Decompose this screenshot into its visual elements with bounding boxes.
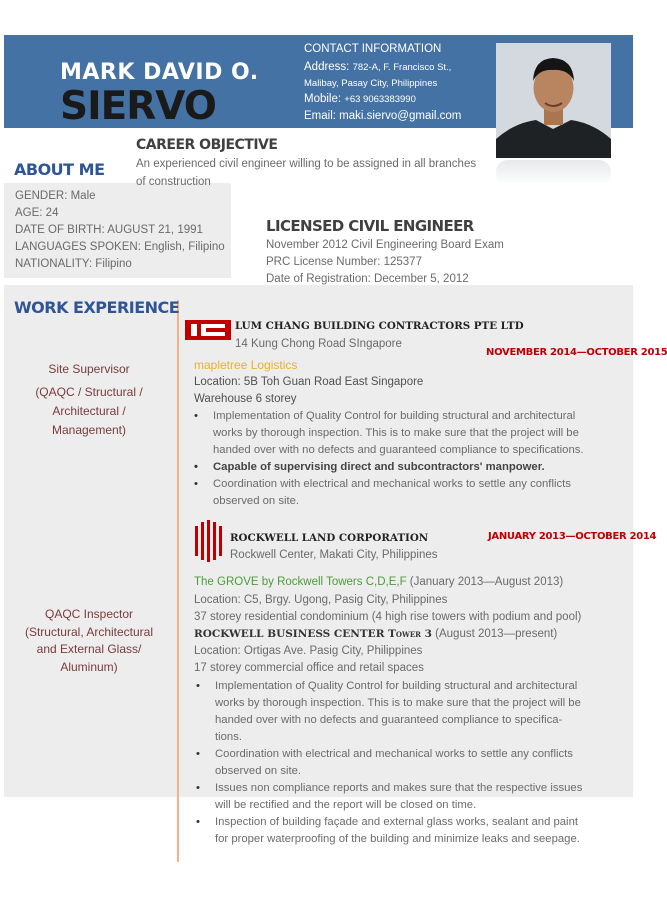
- email-value[interactable]: maki.siervo@gmail.com: [339, 110, 462, 122]
- about-me-heading: ABOUT ME: [14, 160, 105, 179]
- job2-project1-name: The GROVE by Rockwell Towers C,D,E,F: [194, 576, 407, 588]
- job2-bullet-2-line-1: • Coordination with electrical and mechanical works to settle any conflicts: [215, 748, 573, 760]
- contact-email: [304, 110, 461, 122]
- job1-bullet-3-line-2: observed on site.: [213, 495, 300, 507]
- job2-bullet-4-line-1: • Inspection of building façade and external glass works, sealant and paint: [215, 816, 578, 828]
- job1-role: [14, 360, 164, 440]
- contact-heading: CONTACT INFORMATION: [304, 43, 442, 55]
- job2-company-address: Rockwell Center, Makati City, Philippines: [230, 549, 438, 561]
- job1-bullet-3: [213, 476, 613, 510]
- job2-bullet-1-line-1: • Implementation of Quality Control for building structural and architectural: [215, 680, 578, 692]
- job2-project1-desc: 37 storey residential condominium (4 high rise towers with podium and pool): [194, 611, 582, 623]
- job1-role-line-1: Site Supervisor: [48, 362, 130, 376]
- job1-role-line-3: Architectural /: [52, 404, 126, 418]
- job2-role-line-1: QAQC Inspector: [44, 607, 134, 621]
- mobile-label: Mobile:: [304, 93, 342, 105]
- license-number: PRC License Number: 125377: [266, 256, 422, 268]
- profile-photo: [496, 43, 611, 158]
- lum-chang-logo-icon: [185, 318, 231, 345]
- last-name: SIERVO: [60, 84, 216, 129]
- photo-reflection: [496, 160, 611, 186]
- job2-role: [14, 606, 164, 676]
- job2-company: ROCKWELL LAND CORPORATION: [230, 532, 429, 544]
- job2-project1-location: Location: C5, Brgy. Ugong, Pasig City, Philippines: [194, 594, 448, 606]
- objective-line-2: of construction: [136, 176, 211, 188]
- about-dob: DATE OF BIRTH: AUGUST 21, 1991: [15, 224, 203, 236]
- objective-line-1: An experienced civil engineer willing to be assigned in all branches: [136, 158, 477, 170]
- about-gender: GENDER: Male: [15, 190, 96, 202]
- job1-bullet-3-line-1: • Coordination with electrical and mechanical works to settle any conflicts: [213, 478, 571, 490]
- job2-bullet-2: [215, 746, 615, 780]
- job2-bullet-1-line-4: tions.: [215, 731, 243, 743]
- job1-role-line-2: (QAQC / Structural /: [35, 385, 143, 399]
- career-objective-heading: CAREER OBJECTIVE: [136, 137, 278, 153]
- job2-bullet-1-line-2: works by thorough inspection. This is to make sure that the project will be: [215, 697, 581, 709]
- job1-company-address: 14 Kung Chong Road SIngapore: [235, 338, 402, 350]
- job1-bullet-1-line-3: handed over with no defects and guaranteed compliance to specifications.: [213, 444, 584, 456]
- timeline-divider: [177, 300, 179, 862]
- job2-bullet-4-line-2: for proper waterproofing of the building and minimize leaks and seepage.: [215, 833, 580, 845]
- job2-role-line-4: Aluminum): [60, 659, 118, 674]
- job1-bullet-1-line-2: works by thorough inspection. This is to make sure that the project will be: [213, 427, 579, 439]
- job1-company: LUM CHANG BUILDING CONTRACTORS PTE LTD: [235, 320, 524, 332]
- job1-bullet-1-line-1: • Implementation of Quality Control for building structural and architectural: [213, 410, 576, 422]
- job2-bullet-4: [215, 814, 615, 848]
- address-line-2: Malibay, Pasay City, Philippines: [304, 78, 438, 89]
- address-label: Address:: [304, 61, 350, 73]
- job2-bullet-3-line-1: • Issues non compliance reports and makes sure that the respective issues: [215, 782, 583, 794]
- license-exam: November 2012 Civil Engineering Board Exam: [266, 239, 504, 251]
- job2-role-line-2: (Structural, Architectural: [24, 624, 154, 639]
- contact-mobile: [304, 93, 416, 105]
- job1-dates: NOVEMBER 2014—OCTOBER 2015: [486, 347, 667, 358]
- job2-project1-dates: (January 2013—August 2013): [406, 576, 564, 588]
- job2-bullet-1: [215, 678, 615, 746]
- work-experience-heading: WORK EXPERIENCE: [14, 298, 180, 317]
- about-languages: LANGUAGES SPOKEN: English, Filipino: [15, 241, 225, 253]
- job2-bullet-2-line-2: observed on site.: [215, 765, 302, 777]
- job1-project: mapletree Logistics: [194, 358, 298, 372]
- first-name: MARK DAVID O.: [60, 60, 259, 85]
- job2-project2-name: ROCKWELL BUSINESS CENTER Tower 3: [194, 628, 432, 640]
- job2-project2-location: Location: Ortigas Ave. Pasig City, Philippines: [194, 645, 423, 657]
- license-registration: Date of Registration: December 5, 2012: [266, 273, 469, 285]
- email-label: Email:: [304, 110, 336, 122]
- about-nationality: NATIONALITY: Filipino: [15, 258, 132, 270]
- license-heading: LICENSED CIVIL ENGINEER: [266, 217, 474, 235]
- job1-location: Location: 5B Toh Guan Road East Singapore: [194, 376, 424, 388]
- job2-project1: [194, 576, 563, 588]
- job2-project2-desc: 17 storey commercial office and retail spaces: [194, 662, 424, 674]
- about-age: AGE: 24: [15, 207, 59, 219]
- address-line-1: 782-A, F. Francisco St.,: [352, 62, 452, 73]
- job1-bullet-2-line-1: • Capable of supervising direct and subcontractors' manpower.: [213, 461, 545, 473]
- job2-dates: JANUARY 2013—OCTOBER 2014: [488, 531, 657, 542]
- contact-address-1: [304, 61, 451, 73]
- job2-role-line-3: and External Glass/: [36, 642, 142, 656]
- job2-bullet-1-line-3: handed over with no defects and guaranteed compliance to specifica-: [215, 714, 563, 726]
- mobile-value: +63 9063383990: [344, 94, 416, 105]
- job1-bullet-1: [213, 408, 613, 459]
- job2-bullet-3-line-2: will be rectified and the report will be closed on time.: [215, 799, 477, 811]
- job2-project2: [194, 628, 557, 640]
- job1-building: Warehouse 6 storey: [194, 393, 297, 405]
- job1-bullet-2: [213, 459, 613, 476]
- job2-project2-dates: (August 2013—present): [431, 628, 558, 640]
- rockwell-logo-icon: [194, 520, 222, 567]
- job1-role-line-4: Management): [51, 423, 127, 437]
- job2-bullet-3: [215, 780, 615, 814]
